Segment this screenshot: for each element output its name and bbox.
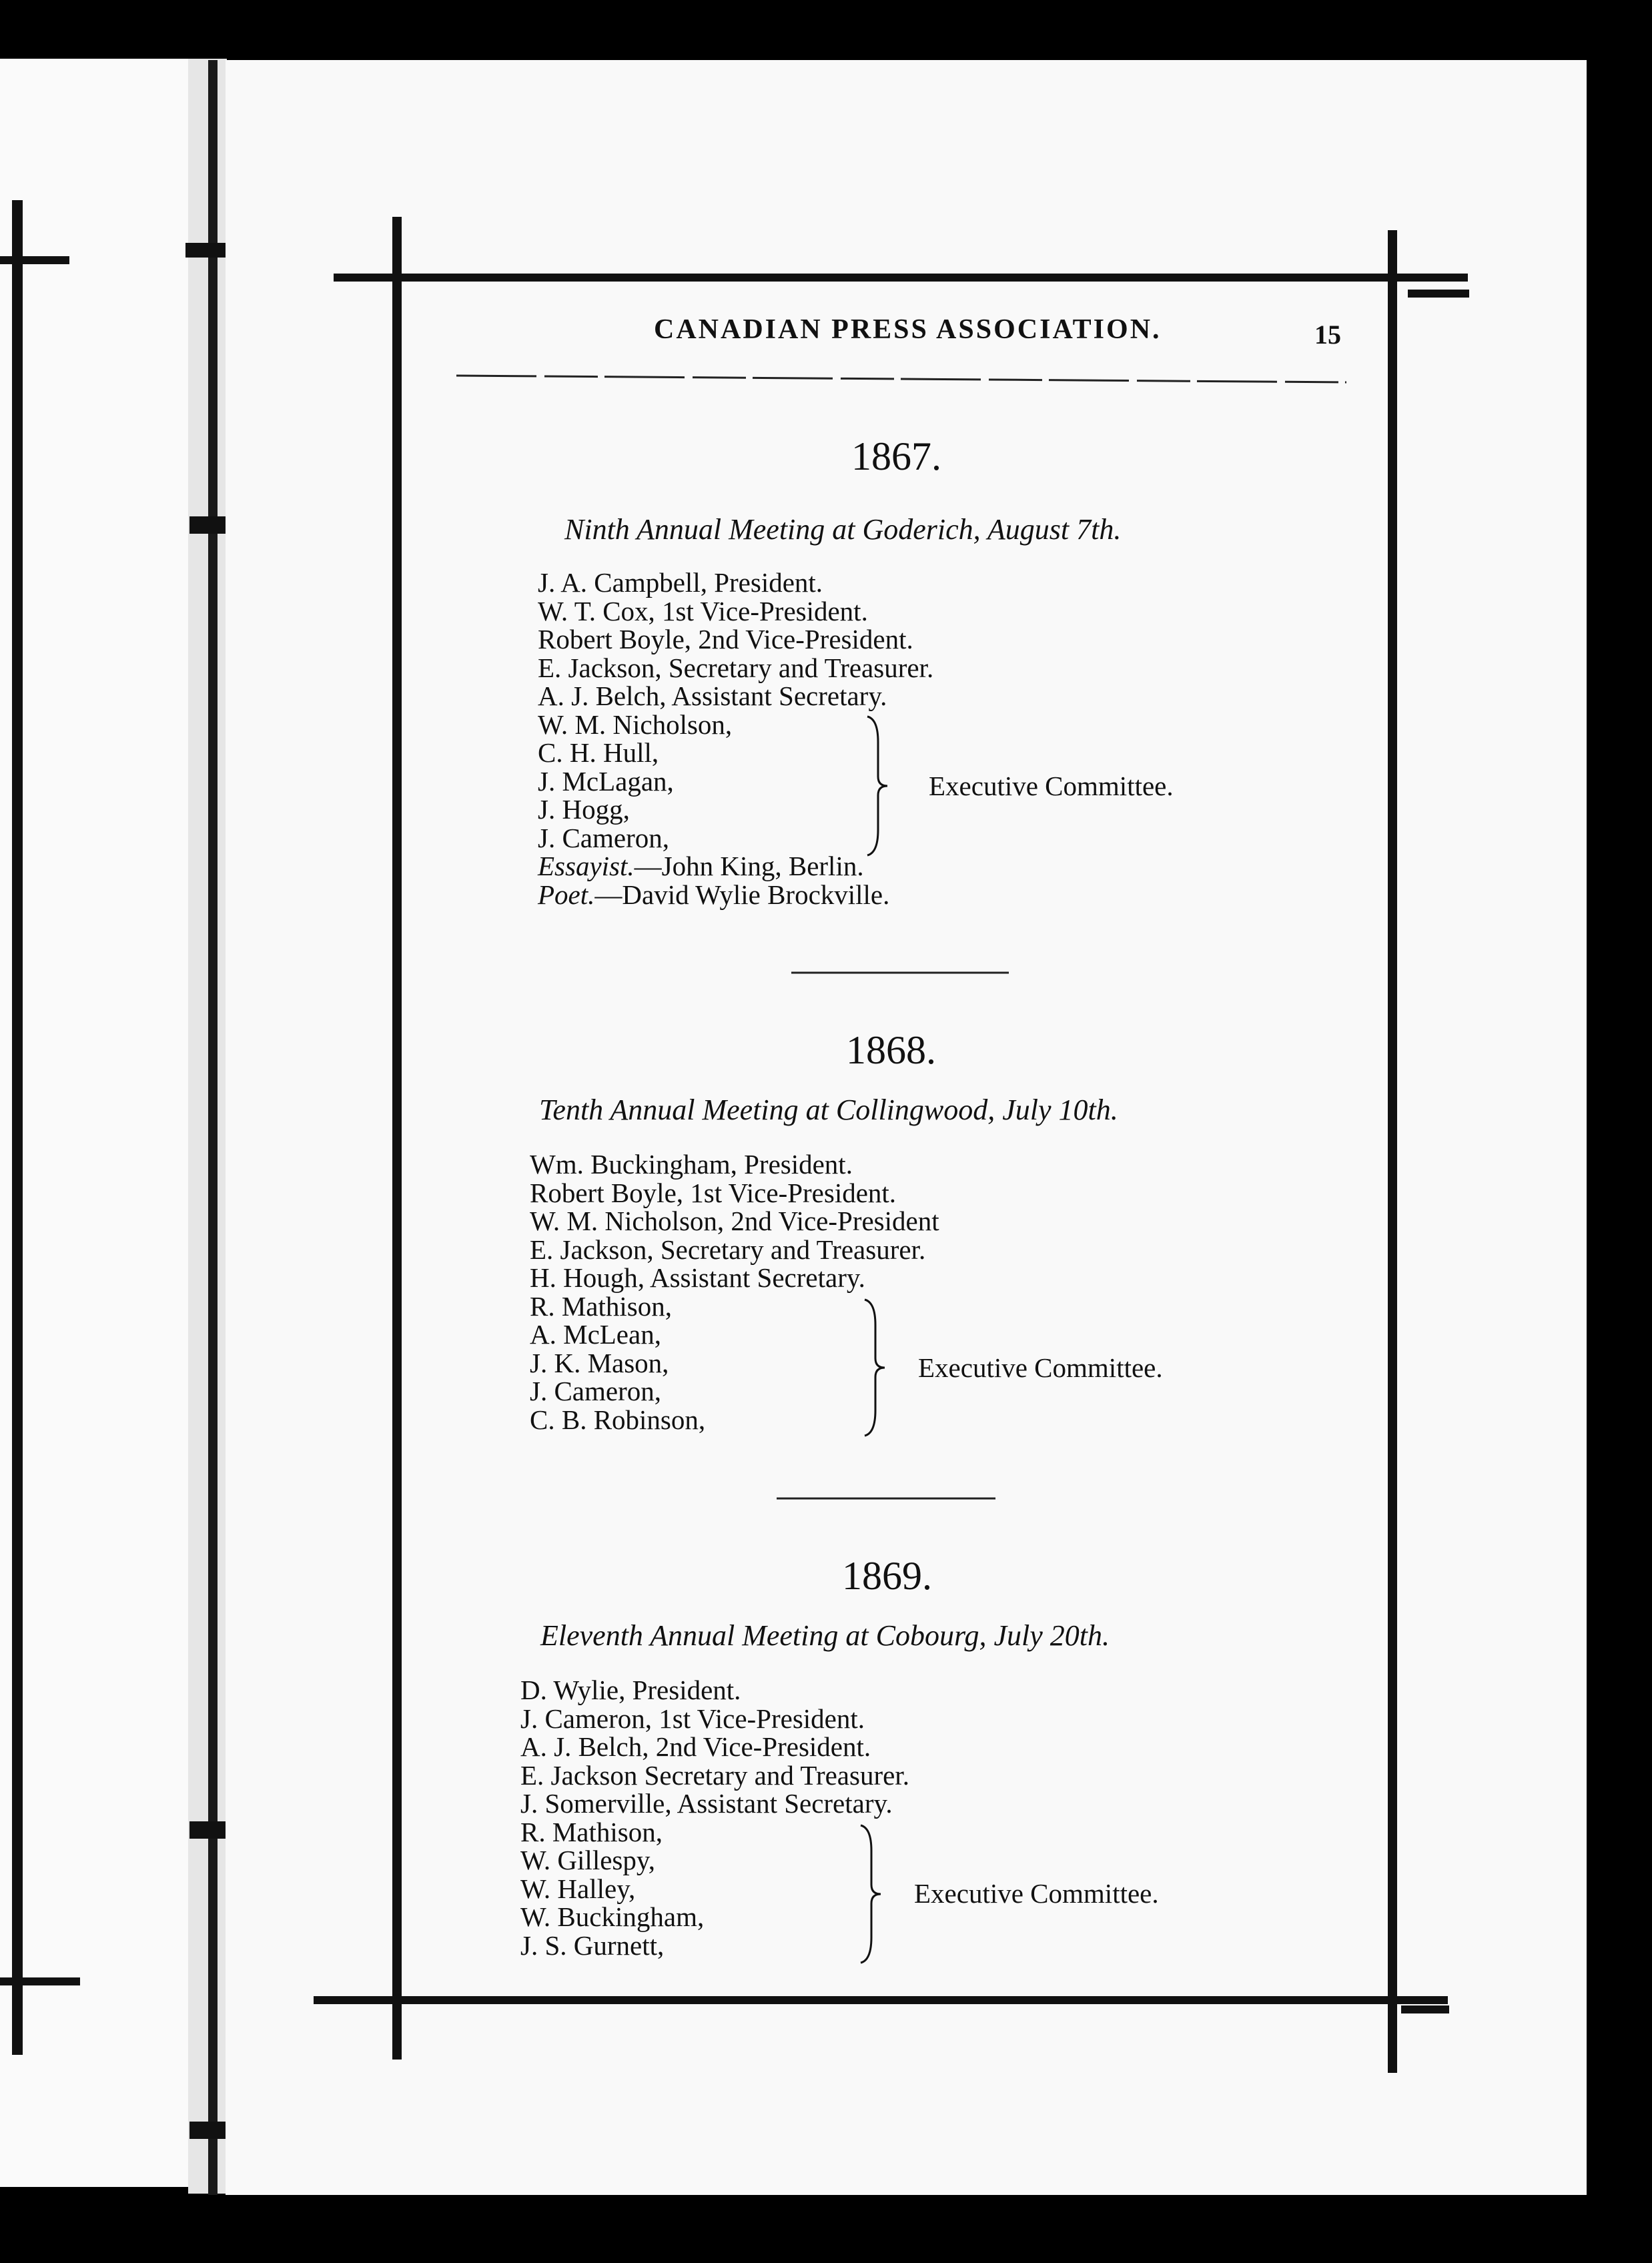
committee-member: A. McLean, bbox=[530, 1319, 661, 1350]
officer-list bbox=[520, 1676, 909, 1959]
committee-member: J. Cameron, bbox=[538, 822, 669, 853]
committee-member: J. S. Gurnett, bbox=[520, 1929, 665, 1961]
meeting-heading: Tenth Annual Meeting at Collingwood, July 10th. bbox=[539, 1093, 1118, 1126]
running-head-title: CANADIAN PRESS ASSOCIATION. bbox=[654, 314, 1162, 345]
committee-member: C. B. Robinson, bbox=[530, 1404, 706, 1435]
committee-brace bbox=[862, 1298, 887, 1437]
officer-entry: W. M. Nicholson, 2nd Vice-President bbox=[530, 1206, 939, 1236]
officer-entry: Wm. Buckingham, President. bbox=[530, 1149, 853, 1180]
officer-entry: W. T. Cox, 1st Vice-President. bbox=[538, 595, 868, 626]
officer-entry: E. Jackson, Secretary and Treasurer. bbox=[538, 652, 934, 683]
officer-entry: J. Cameron, 1st Vice-President. bbox=[520, 1703, 865, 1734]
officer-entry: J. A. Campbell, President. bbox=[538, 567, 823, 598]
officer-entry: Robert Boyle, 2nd Vice-President. bbox=[538, 624, 913, 654]
committee-member: J. Hogg, bbox=[538, 794, 630, 825]
page-number: 15 bbox=[1314, 320, 1341, 350]
officer-entry: J. Somerville, Assistant Secretary. bbox=[520, 1788, 893, 1819]
committee-member: J. K. Mason, bbox=[530, 1347, 669, 1378]
officer-entry: Robert Boyle, 1st Vice-President. bbox=[530, 1177, 897, 1208]
officer-entry: E. Jackson, Secretary and Treasurer. bbox=[530, 1234, 926, 1265]
committee-member: R. Mathison, bbox=[530, 1290, 672, 1322]
committee-member: W. M. Nicholson, bbox=[538, 709, 733, 740]
poet-line bbox=[538, 881, 933, 909]
committee-member: R. Mathison, bbox=[520, 1816, 663, 1847]
officer-entry: A. J. Belch, 2nd Vice-President. bbox=[520, 1731, 871, 1762]
committee-member: J. Cameron, bbox=[530, 1376, 661, 1406]
committee-member: W. Gillespy, bbox=[520, 1845, 655, 1875]
committee-member: W. Halley, bbox=[520, 1873, 636, 1904]
officer-entry: D. Wylie, President. bbox=[520, 1675, 741, 1705]
executive-committee-label: Executive Committee. bbox=[918, 1352, 1163, 1383]
meeting-heading: Eleventh Annual Meeting at Cobourg, July 20th. bbox=[540, 1619, 1110, 1652]
poet-name: —David Wylie Brockville. bbox=[594, 879, 890, 910]
executive-committee-label: Executive Committee. bbox=[929, 771, 1174, 801]
committee-brace bbox=[858, 1824, 883, 1964]
essayist-name: —John King, Berlin. bbox=[634, 851, 864, 881]
committee-member: W. Buckingham, bbox=[520, 1901, 705, 1932]
section-year: 1869. bbox=[842, 1554, 932, 1598]
officer-entry: E. Jackson Secretary and Treasurer. bbox=[520, 1759, 909, 1791]
meeting-heading: Ninth Annual Meeting at Goderich, August 7th. bbox=[564, 513, 1122, 546]
section-year: 1867. bbox=[851, 434, 941, 478]
section-year: 1868. bbox=[846, 1028, 936, 1072]
executive-committee-label: Executive Committee. bbox=[914, 1878, 1159, 1909]
officer-entry: A. J. Belch, Assistant Secretary. bbox=[538, 681, 887, 711]
committee-member: J. McLagan, bbox=[538, 765, 674, 797]
essayist-label: Essayist. bbox=[538, 851, 635, 881]
poet-label: Poet. bbox=[538, 879, 595, 910]
committee-member: C. H. Hull, bbox=[538, 737, 659, 768]
committee-brace bbox=[865, 715, 890, 857]
officer-entry: H. Hough, Assistant Secretary. bbox=[530, 1262, 865, 1293]
